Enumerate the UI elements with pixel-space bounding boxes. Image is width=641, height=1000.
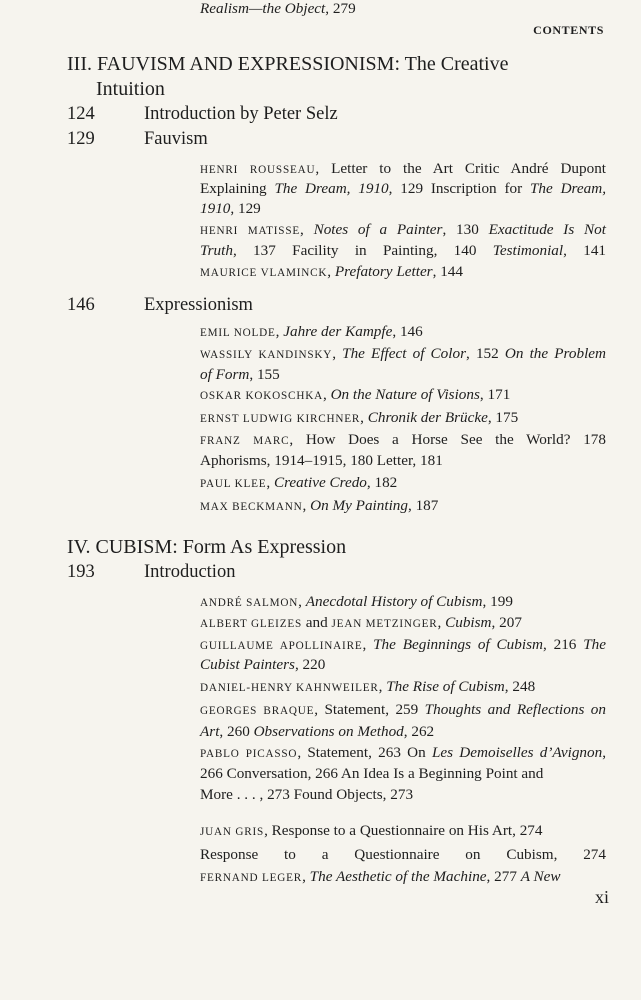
entry-line [200, 678, 606, 696]
entry-title: The Beginnings of Cubism [373, 636, 543, 653]
entry-author: JUAN GRIS [200, 826, 265, 838]
entry-line [200, 593, 606, 611]
entry-line [200, 656, 606, 674]
entry-author: MAX BECKMANN [200, 501, 303, 513]
entry-text: , 260 [219, 723, 254, 740]
entry-author: JEAN METZINGER [331, 618, 438, 630]
entry-title: Cubist Painters [200, 656, 295, 673]
entry-line [200, 474, 606, 492]
entry-line [200, 0, 606, 18]
entry-line [200, 765, 606, 783]
entry-text: , [302, 868, 310, 885]
entry-line [200, 846, 606, 864]
entry-title: Thoughts and Reflections on [424, 701, 606, 718]
entry-text: , 137 Facility in Painting, 140 [232, 242, 493, 259]
running-header: CONTENTS [533, 23, 604, 37]
entry-text: , 130 [442, 221, 489, 238]
entry-line [200, 366, 606, 384]
entry-text: , 248 [504, 678, 536, 695]
entry-title: The Aesthetic of the Machine [309, 868, 487, 885]
subsection-page-number: 129 [67, 129, 95, 149]
entry-line [200, 822, 606, 840]
entry-line [200, 221, 606, 239]
entry-author: OSKAR KOKOSCHKA [200, 390, 323, 402]
entry-text: Explaining [200, 180, 275, 197]
entry-line [200, 744, 606, 762]
entry-title: Testimonial [492, 242, 564, 259]
entry-text: , Statement, 259 [314, 701, 425, 718]
entry-text: , [266, 474, 274, 491]
entry-title: Prefatory Letter [334, 263, 433, 280]
entry-line [200, 409, 606, 427]
entry-title: Les Demoiselles d’Avignon [431, 744, 603, 761]
entry-line [200, 160, 606, 178]
page-folio: xi [594, 887, 609, 907]
entry-line [200, 701, 606, 719]
entry-text: , [322, 386, 331, 403]
entry-title: Notes of a Painter [313, 221, 443, 238]
section-title-continued: Intuition [96, 78, 165, 100]
entry-text: , 152 [466, 345, 505, 362]
entry-author: HENRI ROUSSEAU [200, 164, 316, 176]
entry-title: Jahre der Kampfe [283, 323, 393, 340]
entry-text: , [362, 636, 374, 653]
entry-title: The Dream, 1910 [274, 180, 389, 197]
entry-text: , [378, 678, 387, 695]
entry-text: , How Does a Horse See the World? 178 [289, 431, 606, 448]
subsection-page-number: 193 [67, 562, 95, 582]
entry-title: A New [520, 868, 561, 885]
subsection-title: Fauvism [144, 129, 208, 149]
entry-title: The Effect of Color [342, 345, 467, 362]
entry-author: GEORGES BRAQUE [200, 705, 315, 717]
entry-title: Truth [200, 242, 233, 259]
entry-line [200, 614, 606, 632]
entry-author: ANDRÉ SALMON [200, 597, 299, 609]
entry-text: , [602, 744, 607, 761]
subsection-page-number: 146 [67, 295, 95, 315]
entry-line [200, 200, 606, 218]
entry-title: The Dream, [529, 180, 606, 197]
entry-author: DANIEL-HENRY KAHNWEILER [200, 682, 379, 694]
entry-text: , 171 [479, 386, 511, 403]
entry-text: , 144 [432, 263, 463, 280]
entry-title: The [583, 636, 606, 653]
entry-text: More . . . , 273 Found Objects, 273 [200, 786, 414, 803]
subsection-title: Expressionism [144, 295, 253, 315]
entry-author: GUILLAUME APOLLINAIRE [200, 640, 363, 652]
entry-title: On the Nature of Visions [330, 386, 480, 403]
entry-title: Realism—the Object [200, 0, 326, 17]
entry-title: Anecdotal History of Cubism [305, 593, 483, 610]
entry-line [200, 345, 606, 363]
entry-text: , 207 [491, 614, 522, 631]
entry-text: , Statement, 263 On [297, 744, 432, 761]
entry-text: , [332, 345, 343, 362]
entry-text: , 216 [542, 636, 584, 653]
entry-text: , [327, 263, 335, 280]
entry-text: and [302, 614, 332, 631]
entry-title: Art [200, 723, 220, 740]
entry-line [200, 242, 606, 260]
entry-line [200, 323, 606, 341]
entry-line [200, 497, 606, 515]
entry-author: EMIL NOLDE [200, 327, 276, 339]
entry-text: , 182 [366, 474, 398, 491]
entry-title: On the Problem [504, 345, 607, 362]
entry-author: FERNAND LEGER [200, 872, 303, 884]
section-title: III. FAUVISM AND EXPRESSIONISM: The Creative [67, 53, 509, 75]
entry-text: , [437, 614, 446, 631]
entry-text: , Letter to the Art Critic André Dupont [315, 160, 607, 177]
entry-text: , [298, 593, 306, 610]
entry-text: , [275, 323, 284, 340]
entry-line [200, 386, 606, 404]
entry-text: , 175 [487, 409, 519, 426]
entry-author: WASSILY KANDINSKY [200, 349, 333, 361]
entry-line [200, 180, 606, 198]
entry-text: , 279 [325, 0, 356, 17]
entry-text: , 262 [403, 723, 435, 740]
entry-title: Cubism [445, 614, 492, 631]
entry-author: MAURICE VLAMINCK [200, 267, 328, 279]
entry-author: ALBERT GLEIZES [200, 618, 302, 630]
entry-text: , 141 [563, 242, 607, 259]
entry-title: Observations on Method [253, 723, 404, 740]
entry-text: , [302, 497, 311, 514]
entry-line [200, 431, 606, 449]
entry-author: FRANZ MARC [200, 435, 290, 447]
entry-author: ERNST LUDWIG KIRCHNER [200, 413, 361, 425]
entry-text: , 129 [230, 200, 261, 217]
entry-text: , 146 [392, 323, 423, 340]
subsection-page-number: 124 [67, 104, 95, 124]
entry-line [200, 452, 606, 470]
entry-author: HENRI MATISSE [200, 225, 300, 237]
entry-text: , 155 [249, 366, 280, 383]
entry-line [200, 263, 606, 281]
entry-text: 266 Conversation, 266 An Idea Is a Beginning Point and [200, 765, 544, 782]
subsection-title: Introduction [144, 562, 236, 582]
entry-text: , [360, 409, 368, 426]
entry-text: Aphorisms, 1914–1915, 180 Letter, 181 [200, 452, 443, 469]
section-title: IV. CUBISM: Form As Expression [67, 536, 347, 558]
entry-text: Response to a Questionnaire on Cubism, 274 [200, 846, 606, 863]
entry-line [200, 868, 606, 886]
entry-title: Exactitude Is Not [488, 221, 607, 238]
entry-title: 1910 [200, 200, 231, 217]
entry-title: On My Painting [310, 497, 408, 514]
subsection-title: Introduction by Peter Selz [144, 104, 338, 124]
entry-text: , Response to a Questionnaire on His Art, 274 [264, 822, 543, 839]
entry-author: PAUL KLEE [200, 478, 267, 490]
entry-text: , 129 Inscription for [388, 180, 530, 197]
entry-author: PABLO PICASSO [200, 748, 298, 760]
entry-line [200, 786, 606, 804]
entry-title: Chronik der Brücke [367, 409, 488, 426]
entry-text: , 220 [294, 656, 326, 673]
entry-text: , [299, 221, 314, 238]
entry-title: of Form [200, 366, 250, 383]
entry-title: The Rise of Cubism [386, 678, 505, 695]
entry-line [200, 723, 606, 741]
entry-text: , 187 [407, 497, 439, 514]
entry-line [200, 636, 606, 654]
entry-text: , 277 [486, 868, 521, 885]
entry-text: , 199 [482, 593, 513, 610]
entry-title: Creative Credo [273, 474, 367, 491]
